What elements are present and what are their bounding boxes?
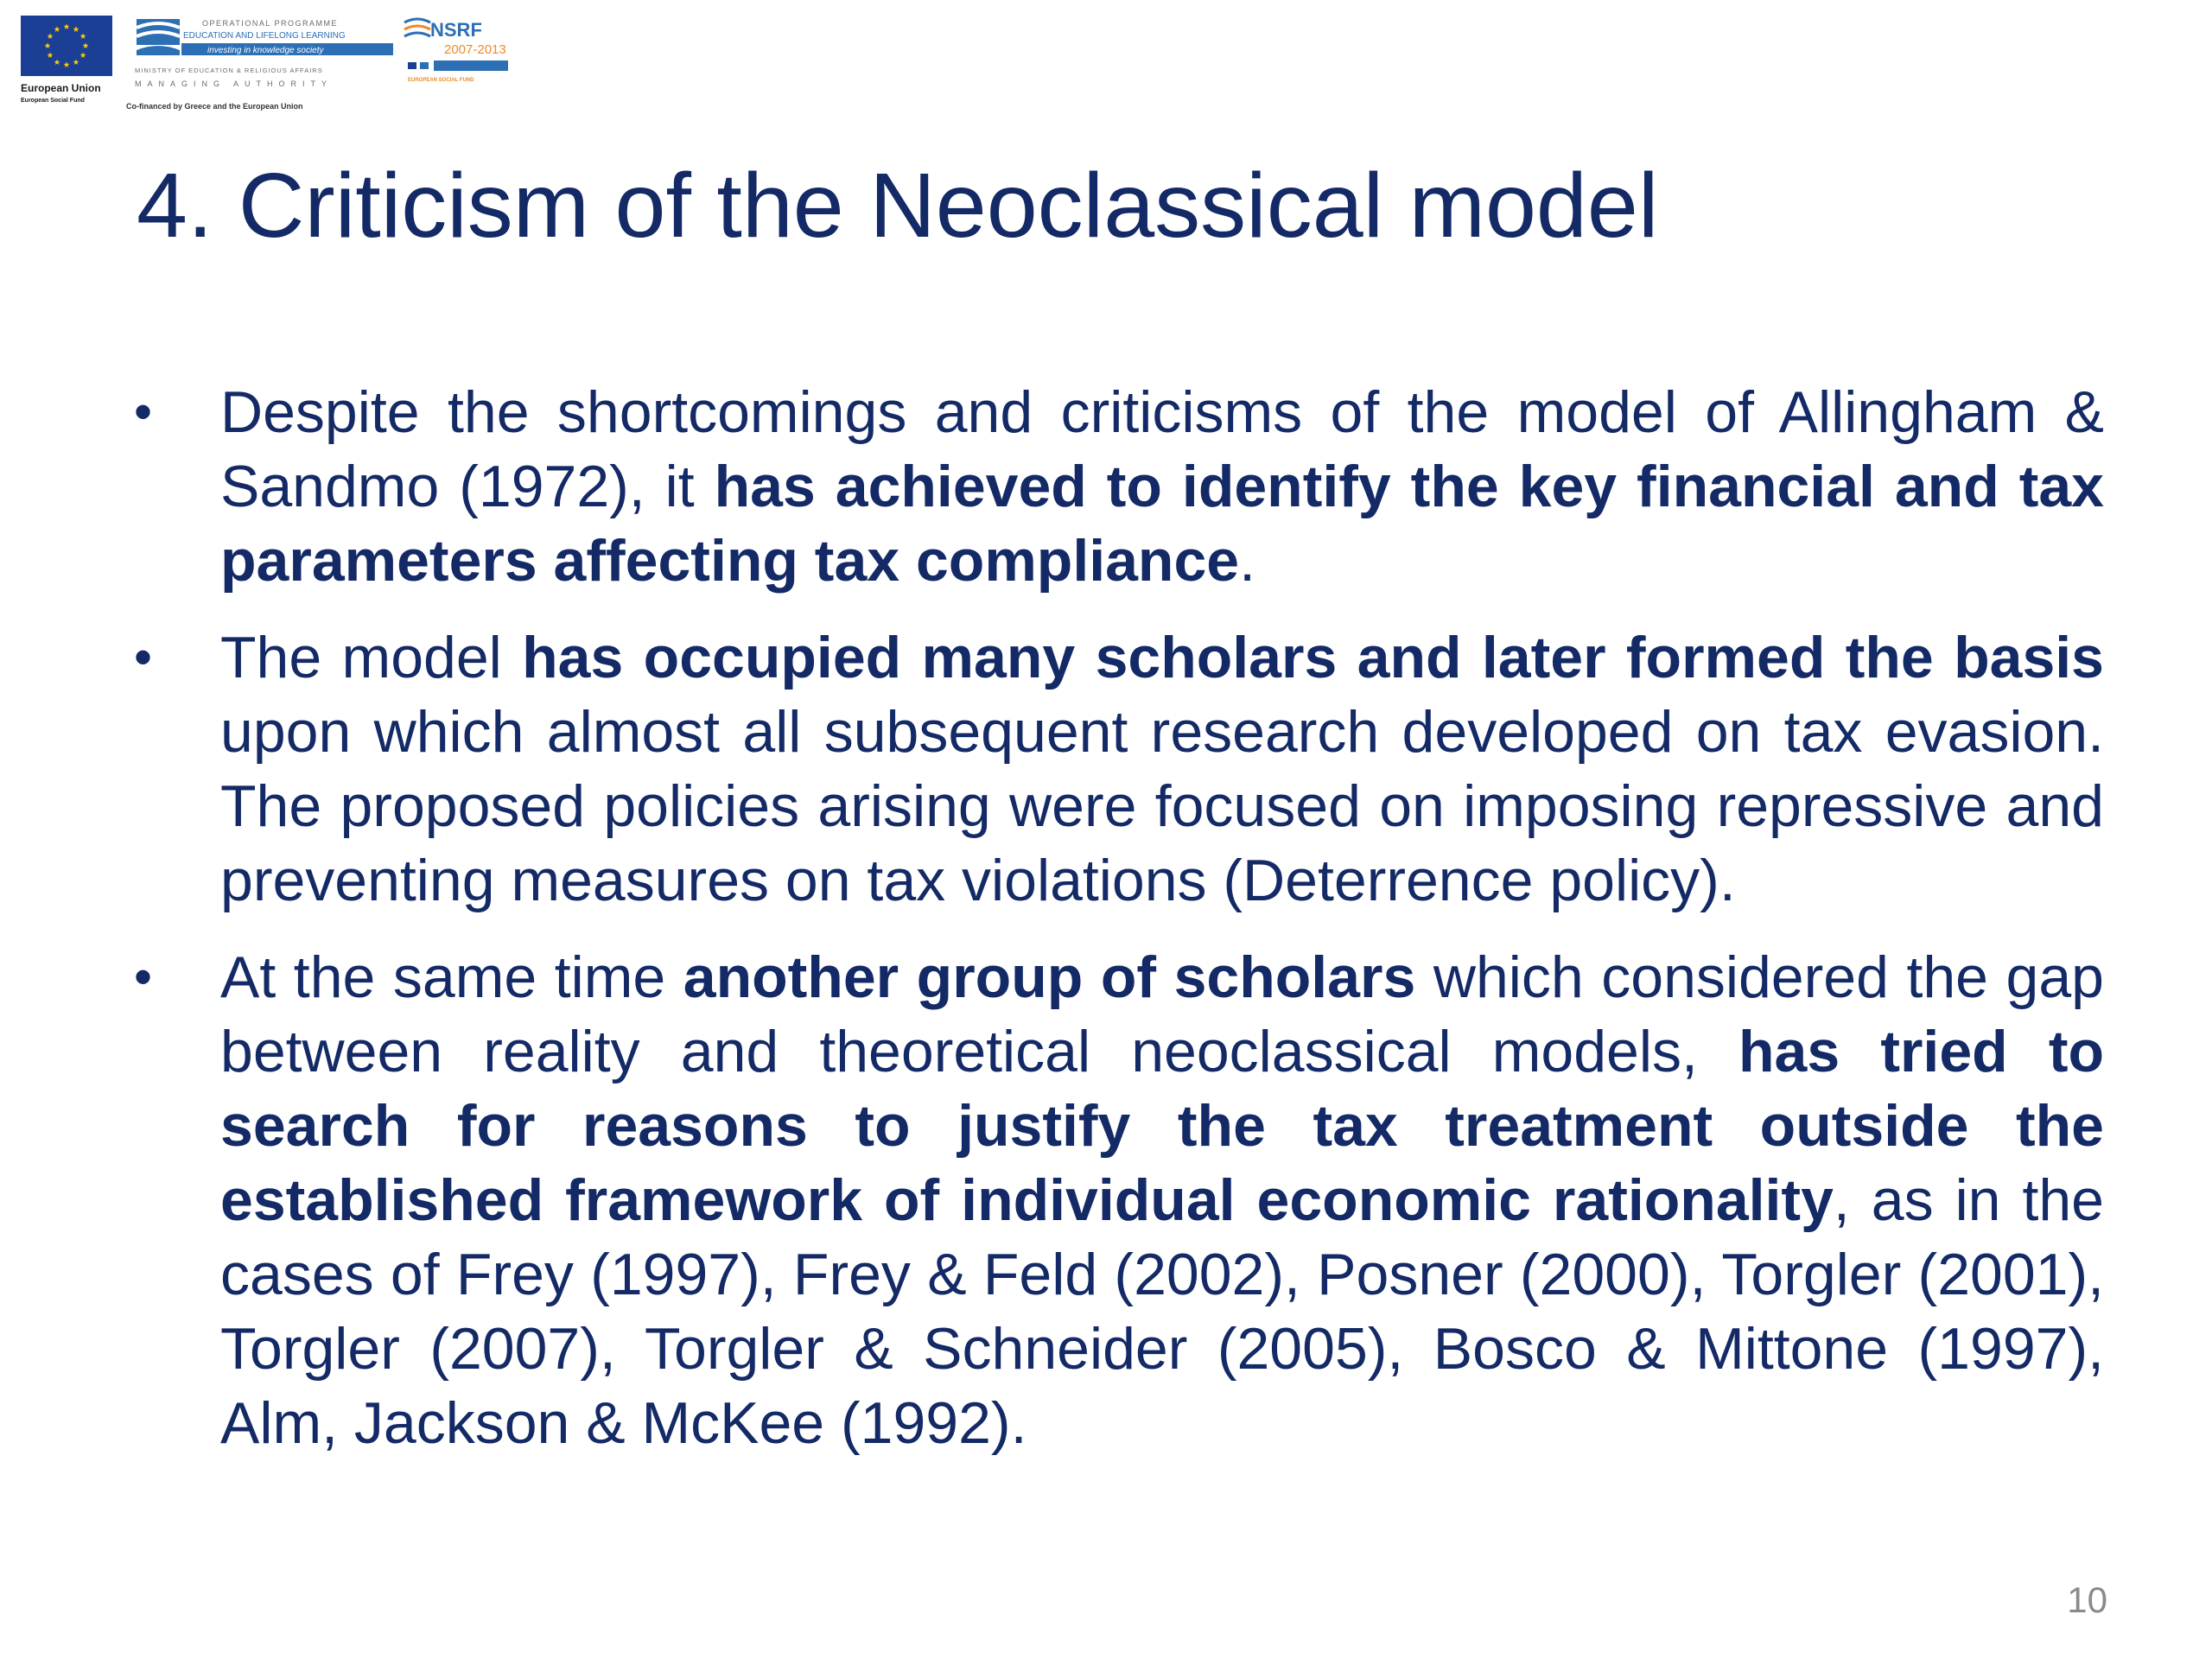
bullet-marker: • xyxy=(134,383,153,441)
bullet-2-emphasis-1: has occupied many scholars and later formed the basis xyxy=(522,625,2105,690)
bullet-3-emphasis-1: another group of scholars xyxy=(683,944,1416,1010)
bullet-item xyxy=(134,940,2105,1460)
nsrf-years: 2007-2013 xyxy=(444,42,506,57)
bullet-marker: • xyxy=(134,628,153,686)
eu-logo-line2: European Social Fund xyxy=(21,98,85,104)
page-number: 10 xyxy=(2067,1580,2107,1620)
eu-logo-line1: European Union xyxy=(21,82,101,94)
bullet-2-text-1: The model xyxy=(220,625,523,690)
slide-title: 4. Criticism of the Neoclassical model xyxy=(137,155,1659,257)
nsrf-name: NSRF xyxy=(430,19,482,41)
bullet-3-emphasis-2: has tried to search for reasons to justify the tax treatment outside the established framework of individual economic rationality xyxy=(220,1019,2104,1233)
bullet-list xyxy=(0,375,2212,1483)
bullet-1-text-2: . xyxy=(1239,528,1256,594)
bullet-3-text-3: , as in the cases of Frey (1997), Frey & Feld (2002), Posner (2000), Torgler (2001), Torgler (2007), Torgler & Schneider (2005), Bosco & Mittone (1997), Alm, Jackson & McKee (1992). xyxy=(220,1167,2105,1456)
bullet-3-text-1: At the same time xyxy=(220,944,683,1010)
programme-line5: MANAGING AUTHORITY xyxy=(135,79,334,88)
programme-logo xyxy=(126,19,393,111)
nsrf-tagline: EUROPEAN SOCIAL FUND xyxy=(408,78,474,83)
programme-line4: MINISTRY OF EDUCATION & RELIGIOUS AFFAIRS xyxy=(135,67,323,74)
bullet-1-text-1: Despite the shortcomings and criticisms of the model of Allingham & Sandmo (1972), it xyxy=(220,379,2104,519)
programme-line1: OPERATIONAL PROGRAMME xyxy=(202,19,339,28)
bullet-1-emphasis-1: has achieved to identify the key financial and tax parameters affecting tax compliance xyxy=(220,454,2105,594)
programme-line2: EDUCATION AND LIFELONG LEARNING xyxy=(183,31,346,41)
nsrf-logo xyxy=(404,19,508,83)
bullet-marker: • xyxy=(134,948,153,1006)
bullet-2-text-2: upon which almost all subsequent research developed on tax evasion. The proposed policies arising were focused on imposing repressive and preventing measures on tax violations (Deterrence policy). xyxy=(220,699,2104,913)
logo-strip xyxy=(17,12,514,120)
programme-line3: investing in knowledge society xyxy=(207,46,324,55)
bullet-item xyxy=(134,375,2105,598)
bullet-3-text-2: which considered the gap between reality and theoretical neoclassical models, xyxy=(220,944,2105,1084)
cofinanced-text: Co-financed by Greece and the European Union xyxy=(126,102,303,111)
bullet-item xyxy=(134,620,2105,918)
eu-flag-logo xyxy=(21,16,112,104)
